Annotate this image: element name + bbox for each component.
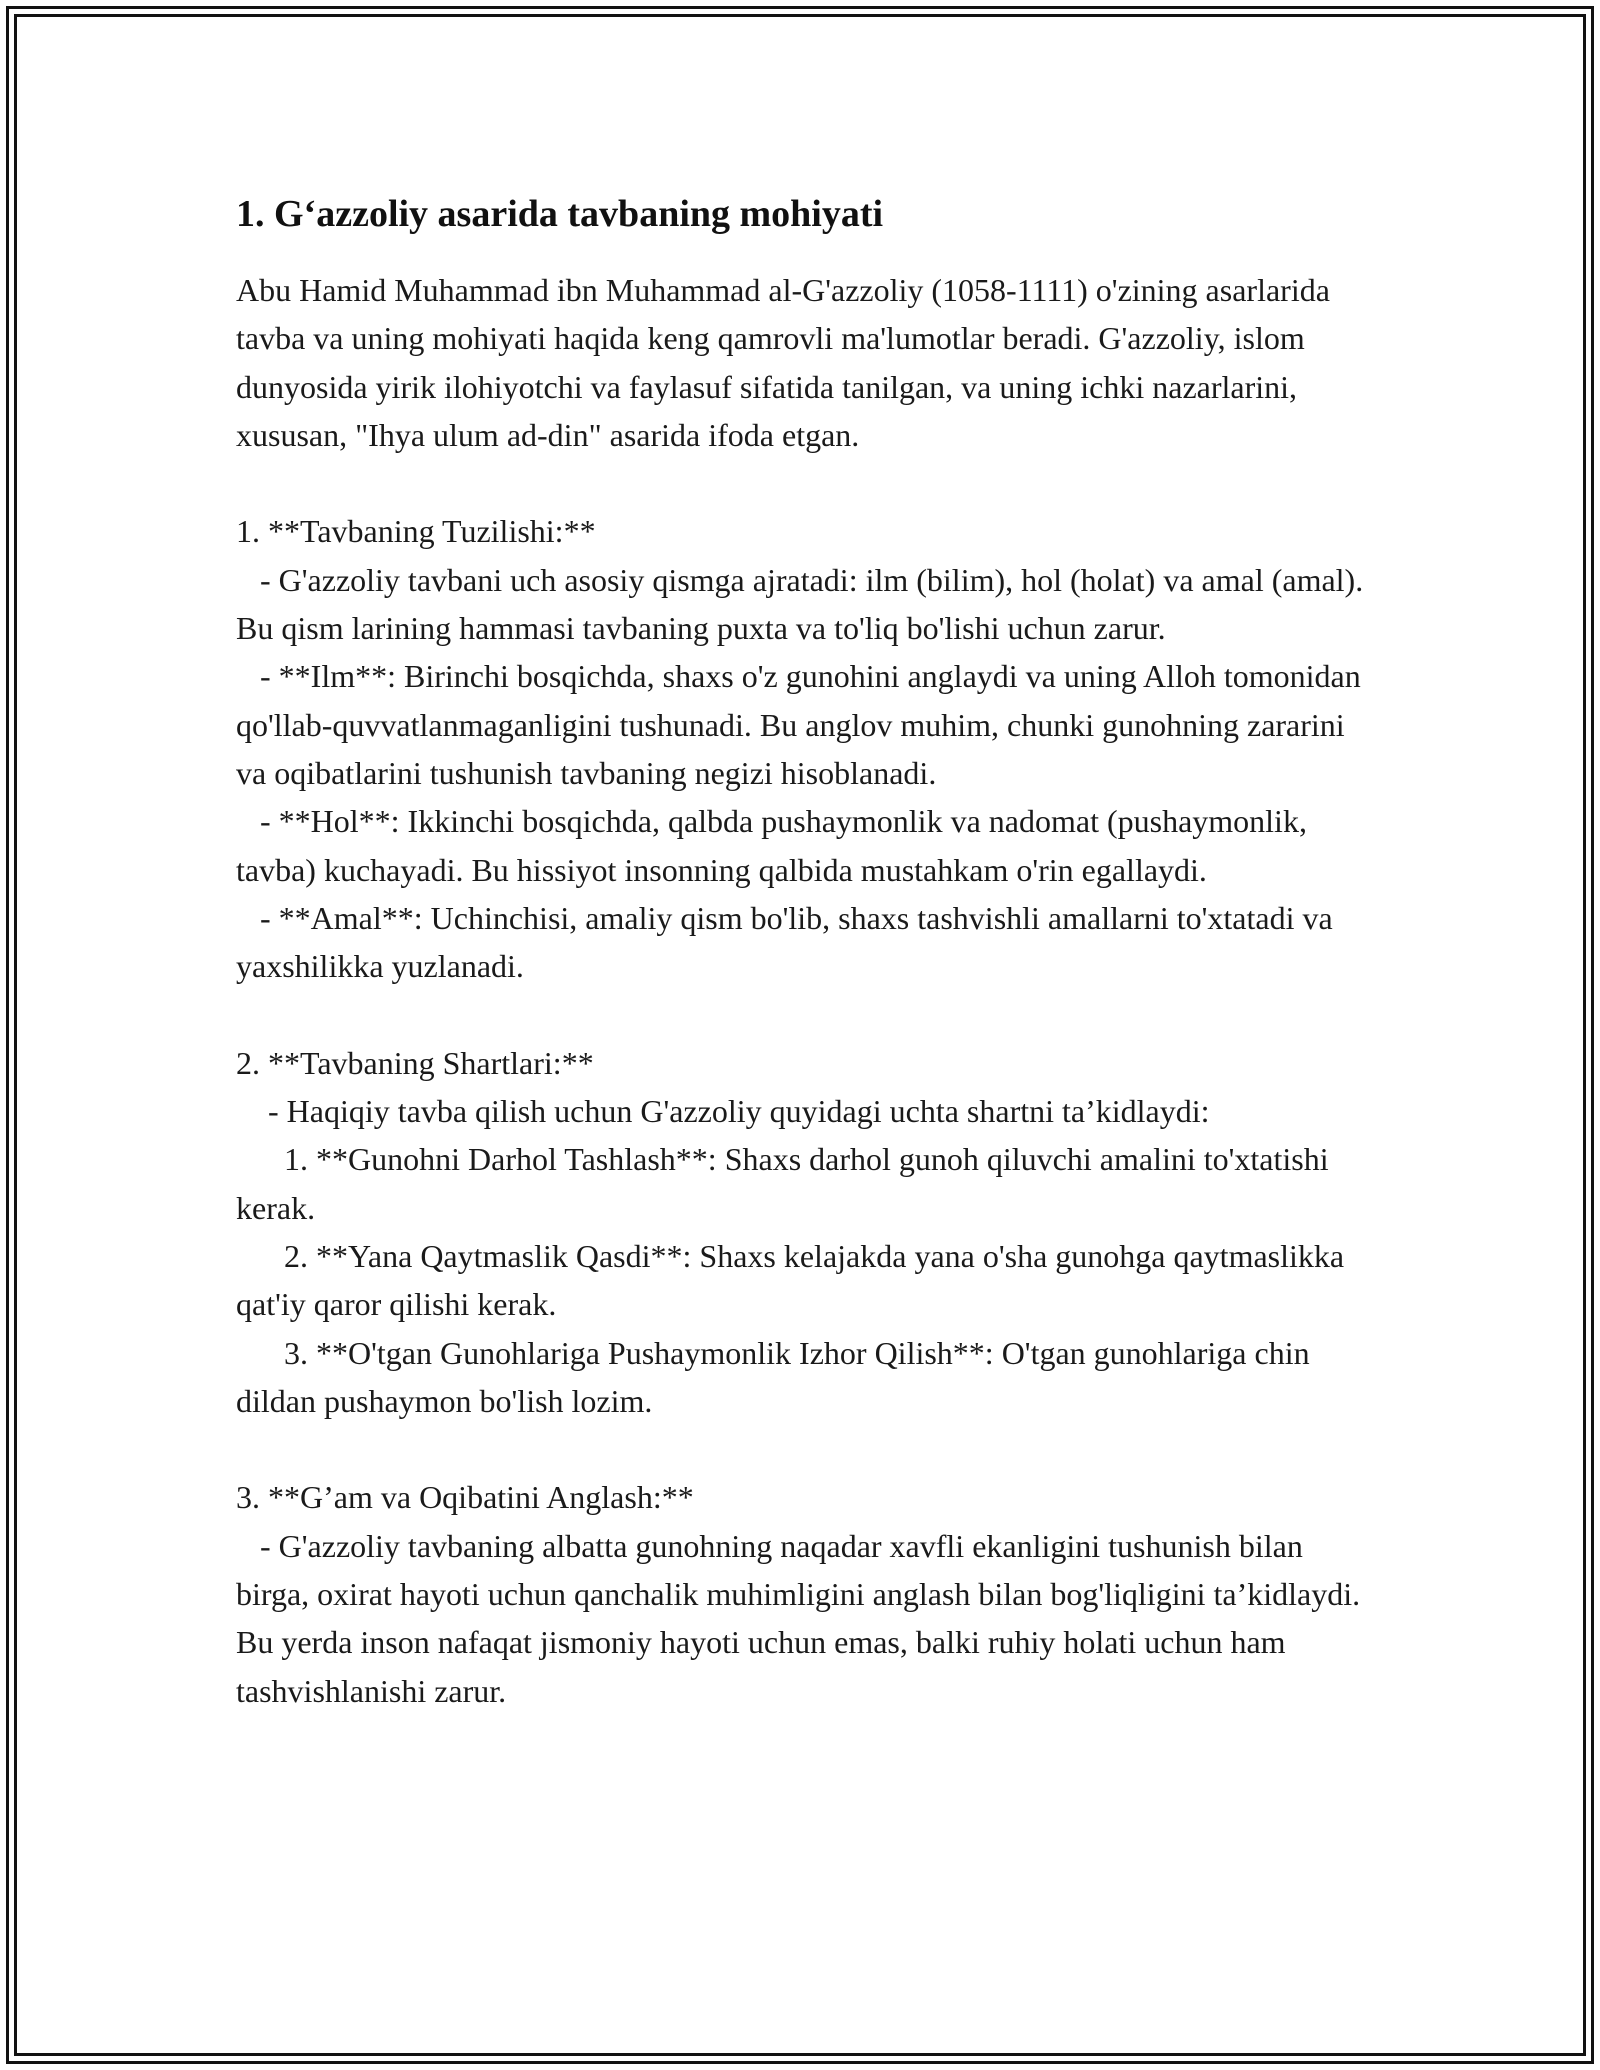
- section-1-item-structure: - G'azzoliy tavbani uch asosiy qismga ajratadi: ilm (bilim), hol (holat) va amal (amal). Bu qism larining hammasi tavbaning puxta va to'liq bo'lishi uchun zarur.: [236, 561, 1372, 647]
- section-2-condition-2: 2. **Yana Qaytmaslik Qasdi**: Shaxs kelajakda yana o'sha gunohga qaytmaslikka qat'iy qaror qilishi kerak.: [236, 1237, 1353, 1323]
- section-1-item-ilm: - **Ilm**: Birinchi bosqichda, shaxs o'z gunohini anglaydi va uning Alloh tomonidan qo'llab-quvvatlanmaganligini tushunadi. Bu anglov muhim, chunki gunohning zararini va oqibatlarini tushunish tavbaning negizi hisoblanadi.: [236, 658, 1369, 791]
- section-1-item-hol: - **Hol**: Ikkinchi bosqichda, qalbda pushaymonlik va nadomat (pushaymonlik, tavba) kuchayadi. Bu hissiyot insonning qalbida mustahkam o'rin egallaydi.: [236, 803, 1315, 888]
- section-3-heading: 3. **G’am va Oqibatini Anglash:**: [236, 1479, 694, 1516]
- document-body: [236, 190, 1372, 1715]
- paragraph-gap: [236, 990, 1366, 1038]
- paragraph-gap: [236, 459, 1366, 507]
- section-2-heading: 2. **Tavbaning Shartlari:**: [236, 1044, 594, 1081]
- intro-paragraph: Abu Hamid Muhammad ibn Muhammad al-G'azzoliy (1058-1111) o'zining asarlarida tavba va uning mohiyati haqida keng qamrovli ma'lumotlar beradi. G'azzoliy, islom dunyosida yirik ilohiyotchi va faylasuf sifatida tanilgan, va uning ichki nazarlarini, xususan, "Ihya ulum ad-din" asarida ifoda etgan.: [236, 272, 1338, 453]
- section-1-heading: 1. **Tavbaning Tuzilishi:**: [236, 513, 596, 550]
- section-1-item-amal: - **Amal**: Uchinchisi, amaliy qism bo'lib, shaxs tashvishli amallarni to'xtatadi va yaxshilikka yuzlanadi.: [236, 899, 1341, 985]
- section-2-condition-1: 1. **Gunohni Darhol Tashlash**: Shaxs darhol gunoh qiluvchi amalini to'xtatishi kerak.: [236, 1141, 1337, 1226]
- paragraph-gap: [236, 1425, 1366, 1473]
- section-3-item: - G'azzoliy tavbaning albatta gunohning naqadar xavfli ekanligini tushunish bilan birga, oxirat hayoti uchun qanchalik muhimligini anglash bilan bog'liqligini ta’kidlaydi. Bu yerda inson nafaqat jismoniy hayoti uchun emas, balki ruhiy holati uchun ham tashvishlanishi zarur.: [236, 1527, 1369, 1709]
- section-2-condition-3: 3. **O'tgan Gunohlariga Pushaymonlik Izhor Qilish**: O'tgan gunohlariga chin dildan pushaymon bo'lish lozim.: [236, 1334, 1318, 1419]
- document-title: 1. G‘azzoliy asarida tavbaning mohiyati: [236, 193, 884, 235]
- section-2-intro: - Haqiqiy tavba qilish uchun G'azzoliy quyidagi uchta shartni ta’kidlaydi:: [236, 1093, 1210, 1130]
